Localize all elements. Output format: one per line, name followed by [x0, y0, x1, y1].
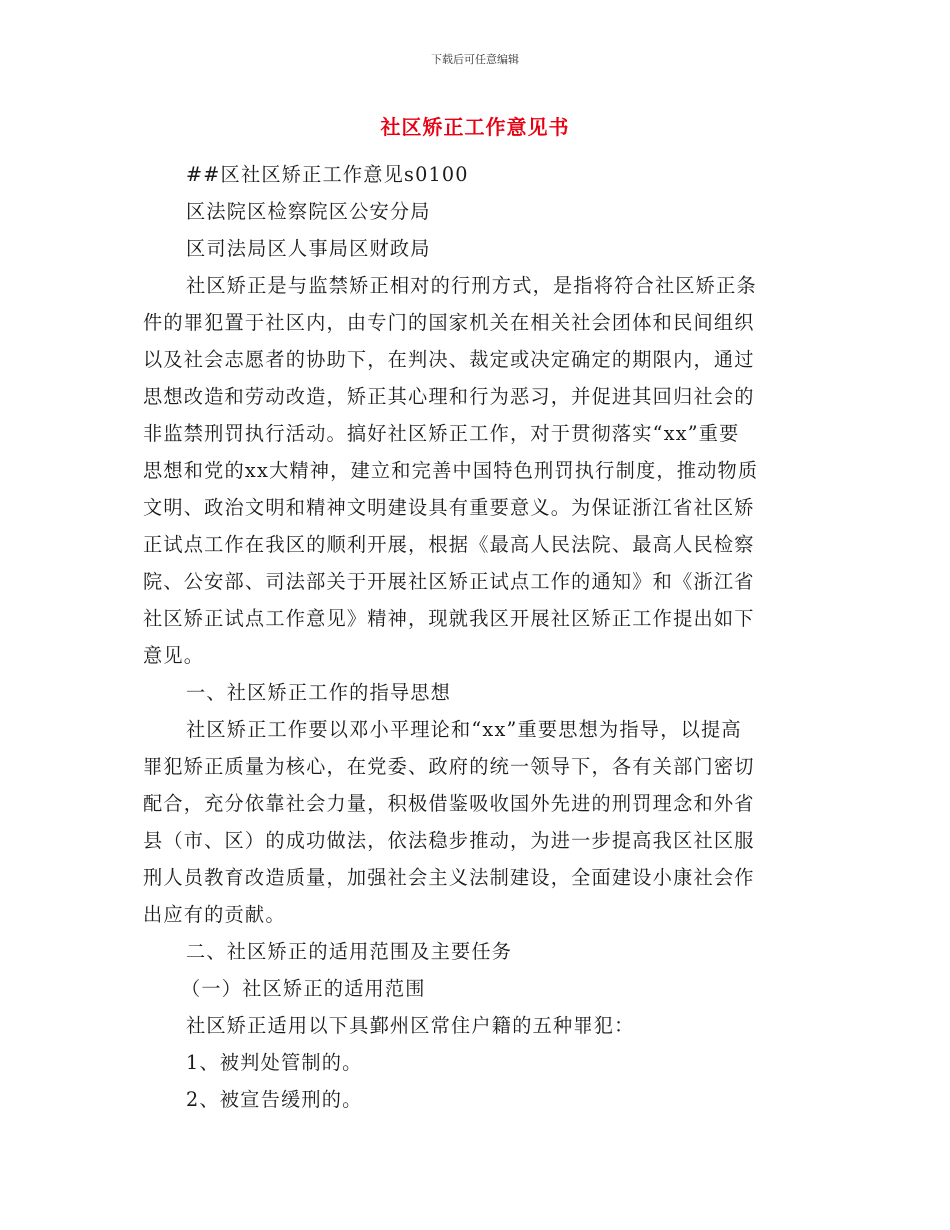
recipients-line-1: 区法院区检察院区公安分局 [186, 200, 431, 223]
section-heading-guiding-thought: 一、社区矫正工作的指导思想 [186, 681, 452, 704]
paragraph-line: 社区矫正试点工作意见》精神，现就我区开展社区矫正工作提出如下 [143, 607, 755, 630]
document-number: ##区社区矫正工作意见s0100 [186, 163, 469, 186]
paragraph-line: 配合，充分依靠社会力量，积极借鉴吸收国外先进的刑罚理念和外省 [143, 792, 755, 815]
paragraph-line: 社区矫正工作要以邓小平理论和“xx”重要思想为指导，以提高 [186, 718, 742, 741]
paragraph-line: 院、公安部、司法部关于开展社区矫正试点工作的通知》和《浙江省 [143, 570, 755, 593]
document-body [143, 156, 805, 1118]
page-header-note: 下载后可任意编辑 [431, 53, 519, 66]
paragraph-line: 正试点工作在我区的顺利开展，根据《最高人民法院、最高人民检察 [143, 533, 755, 556]
paragraph-line: 罪犯矫正质量为核心，在党委、政府的统一领导下，各有关部门密切 [143, 755, 755, 778]
document-title: 社区矫正工作意见书 [380, 115, 570, 139]
scope-item: 1、被判处管制的。 [186, 1051, 363, 1074]
paragraph-intro [143, 267, 805, 674]
scope-intro: 社区矫正适用以下具鄞州区常住户籍的五种罪犯： [186, 1014, 635, 1037]
paragraph-line: 社区矫正是与监禁矫正相对的行刑方式，是指将符合社区矫正条 [186, 274, 757, 297]
paragraph-line: 思想改造和劳动改造，矫正其心理和行为恶习，并促进其回归社会的 [143, 385, 755, 408]
paragraph-line: 件的罪犯置于社区内，由专门的国家机关在相关社会团体和民间组织 [143, 311, 755, 334]
paragraph-line: 文明、政治文明和精神文明建设具有重要意义。为保证浙江省社区矫 [143, 496, 755, 519]
paragraph-line: 以及社会志愿者的协助下，在判决、裁定或决定确定的期限内，通过 [143, 348, 755, 371]
paragraph-line: 意见。 [143, 644, 205, 667]
paragraph-line: 出应有的贡献。 [143, 903, 286, 926]
paragraph-line: 非监禁刑罚执行活动。搞好社区矫正工作，对于贯彻落实“xx”重要 [143, 422, 740, 445]
paragraph-line: 思想和党的xx大精神，建立和完善中国特色刑罚执行制度，推动物质 [143, 459, 759, 482]
subsection-heading-scope: （一）社区矫正的适用范围 [181, 977, 426, 1000]
scope-item: 2、被宣告缓刑的。 [186, 1088, 363, 1111]
paragraph-line: 县（市、区）的成功做法，依法稳步推动，为进一步提高我区社区服 [143, 829, 755, 852]
recipients-line-2: 区司法局区人事局区财政局 [186, 237, 431, 260]
paragraph-guiding-thought [143, 711, 805, 933]
section-heading-scope-and-tasks: 二、社区矫正的适用范围及主要任务 [186, 940, 513, 963]
paragraph-line: 刑人员教育改造质量，加强社会主义法制建设，全面建设小康社会作 [143, 866, 755, 889]
